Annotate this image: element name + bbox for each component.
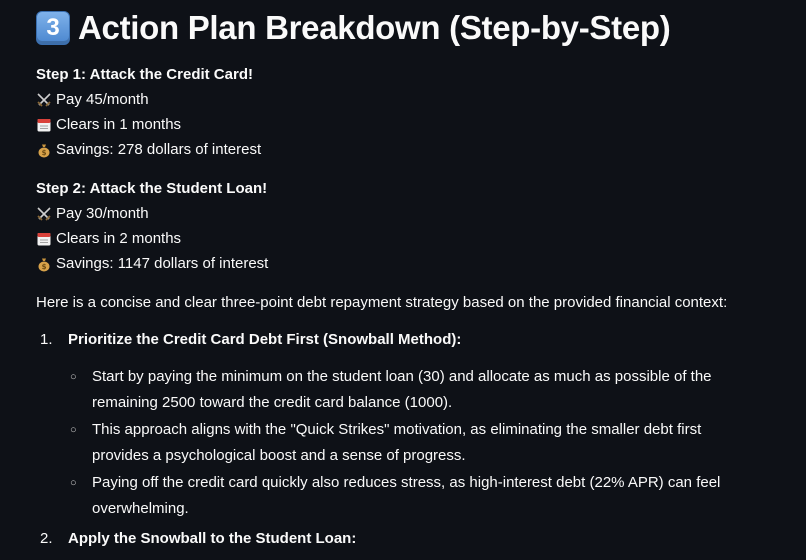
page-title: Action Plan Breakdown (Step-by-Step) <box>78 9 671 46</box>
step-clears-text: Clears in 1 months <box>56 116 182 133</box>
money-bag-icon <box>36 256 52 272</box>
step-clears <box>36 226 770 251</box>
keycap-three-icon: 3 <box>36 11 70 45</box>
step-1 <box>36 62 770 162</box>
svg-text:$: $ <box>41 262 47 271</box>
list-number: 2. <box>40 530 53 547</box>
strategy-intro: Here is a concise and clear three-point debt repayment strategy based on the provided financial context: <box>36 294 728 311</box>
strategy-item-1 <box>36 327 770 352</box>
step-heading: Step 2: Attack the Student Loan! <box>36 180 268 197</box>
circle-bullet-icon: ○ <box>70 424 77 436</box>
step-pay <box>36 87 770 112</box>
step-savings-text: Savings: 1147 dollars of interest <box>56 255 269 272</box>
step-2 <box>36 176 770 276</box>
step-savings <box>36 137 770 162</box>
list-item-text: This approach aligns with the "Quick Strikes" motivation, as eliminating the smaller debt first provides a psychological boost and a sense of progress. <box>92 421 702 464</box>
list-item-title: Prioritize the Credit Card Debt First (Snowball Method): <box>68 331 462 348</box>
step-pay <box>36 201 770 226</box>
list-item <box>36 364 770 416</box>
step-heading: Step 1: Attack the Credit Card! <box>36 66 253 83</box>
circle-bullet-icon: ○ <box>70 477 77 489</box>
list-item <box>36 470 770 522</box>
money-bag-icon <box>36 142 52 158</box>
list-item-text: Paying off the credit card quickly also reduces stress, as high-interest debt (22% APR) can feel overwhelming. <box>92 474 721 517</box>
step-savings <box>36 251 770 276</box>
list-item <box>36 417 770 469</box>
circle-bullet-icon: ○ <box>70 371 77 383</box>
step-pay-text: Pay 30/month <box>56 205 149 222</box>
calendar-icon <box>36 231 52 247</box>
strategy-item-2 <box>36 526 770 551</box>
list-item-title: Apply the Snowball to the Student Loan: <box>68 530 357 547</box>
step-pay-text: Pay 45/month <box>56 91 149 108</box>
sub-list <box>36 364 770 522</box>
list-item-text: Start by paying the minimum on the student loan (30) and allocate as much as possible of the remaining 2500 toward the credit card balance (1000). <box>92 368 712 411</box>
step-clears <box>36 112 770 137</box>
step-clears-text: Clears in 2 months <box>56 230 182 247</box>
crossed-swords-icon <box>36 206 52 222</box>
crossed-swords-icon <box>36 92 52 108</box>
svg-text:$: $ <box>41 148 47 157</box>
step-savings-text: Savings: 278 dollars of interest <box>56 141 262 158</box>
calendar-icon <box>36 117 52 133</box>
list-number: 1. <box>40 331 53 348</box>
page-title-row <box>36 4 770 52</box>
